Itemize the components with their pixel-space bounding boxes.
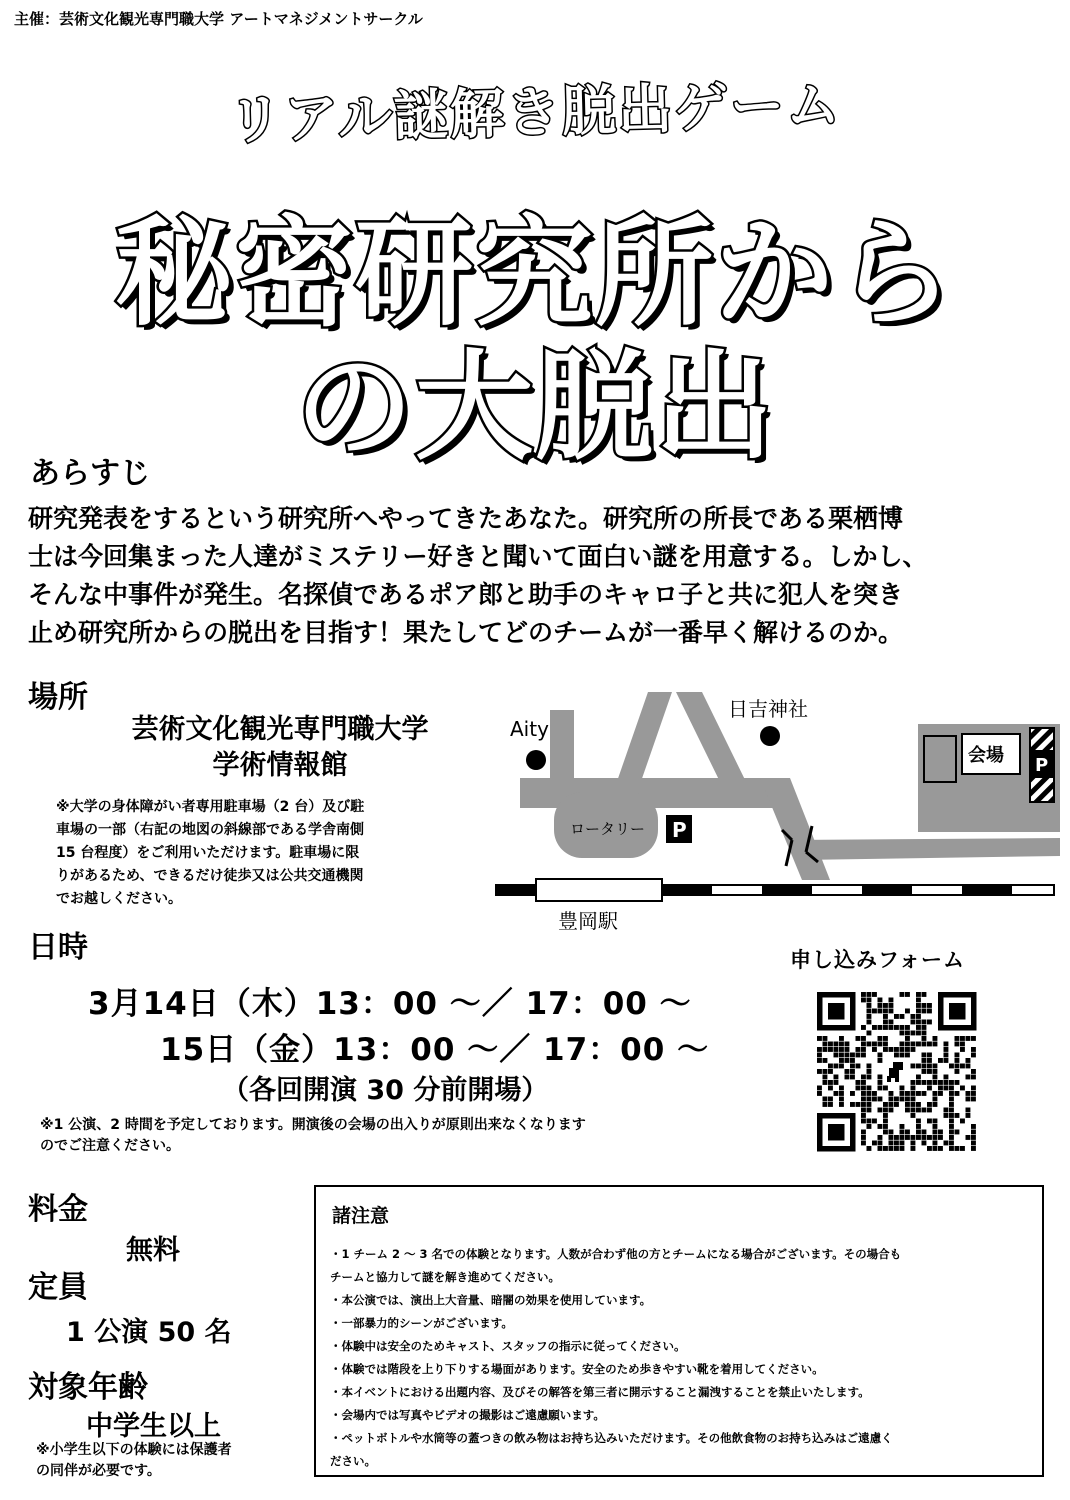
road-east [790,838,1060,860]
synopsis-heading: あらすじ [30,456,150,491]
synopsis-line: 止め研究所からの脱出を目指す！果たしてどのチームが一番早く解けるのか。 [28,618,904,647]
notes-item: ・体験中は安全のためキャスト、スタッフの指示に従ってください。 [330,1339,686,1353]
parking-note-line: 15 台程度）をご利用いただけます。駐車場に限 [56,845,360,861]
notes-title: 諸注意 [332,1205,390,1227]
age-value: 中学生以上 [86,1411,221,1442]
synopsis-line: そんな中事件が発生。名探偵であるポア郎と助手のキャロ子と共に犯人を突き [28,580,904,609]
capacity-value: 1 公演 50 名 [66,1317,232,1348]
venue-name [100,712,460,784]
notes-item: ・体験では階段を上り下りする場面があります。安全のため歩きやすい靴を着用してください。 [330,1362,824,1376]
notes-item: ・ペットボトルや水筒等の蓋つきの飲み物はお持ち込みいただけます。その他飲食物のお持ち込みはご遠慮く [330,1431,893,1445]
qr-code[interactable] [815,988,977,1164]
station-platform [536,879,662,901]
form-label: 申し込みフォーム [790,948,965,972]
notes-item: チームと協力して謎を解き進めてください。 [330,1270,560,1284]
rotary-label: ロータリー [570,820,646,838]
date-line-2: 15日（金）13：00 ～／ 17：00 ～ [160,1032,710,1068]
place-heading: 場所 [28,680,88,715]
age-note-line: の同伴が必要です。 [36,1463,161,1479]
notes-box [314,1185,1044,1477]
synopsis-line: 士は今回集まった人達がミステリー好きと聞いて面白い謎を用意する。しかし、 [28,542,928,571]
event-title-line-1: 秘密研究所から [114,204,955,342]
datetime-heading: 日時 [28,930,88,965]
rotary-parking-label: P [672,818,687,842]
road-diagonal [760,778,830,880]
age-heading: 対象年齢 [28,1370,148,1405]
station-label: 豊岡駅 [558,909,618,933]
age-note [36,1440,232,1482]
organizer-credit: 主催：芸術文化観光専門職大学 アートマネジメントサークル [14,10,423,28]
duration-note-line: ※1 公演、2 時間を予定しております。開演後の会場の出入りが原則出来なくなります [40,1117,586,1133]
venue-name-line-1: 芸術文化観光専門職大学 [131,714,429,745]
fee-value: 無料 [126,1235,180,1266]
doors-open-note: （各回開演 30 分前開場） [222,1075,549,1106]
capacity-heading: 定員 [28,1270,88,1305]
age-note-line: ※小学生以下の体験には保護者 [36,1442,232,1458]
notes-item: ・会場内では写真やビデオの撮影はご遠慮願います。 [330,1408,605,1422]
parking-note-line: りがあるため、できるだけ徒歩又は公共交通機関 [56,868,364,884]
parking-note-line: 車場の一部（右記の地図の斜線部である学舎南側 [56,822,364,838]
event-title-line-2: の大脱出 [294,338,775,476]
notes-item: ださい。 [330,1454,376,1468]
event-subtitle: リアル謎解き脱出ゲーム [227,72,843,153]
parking-note [56,796,456,911]
parking-note-line: でお越しください。 [56,891,182,907]
synopsis-text [28,500,1048,652]
access-map [490,680,1060,940]
campus-parking-label: P [1035,755,1049,776]
aity-marker [526,750,546,770]
notes-list [330,1243,1036,1473]
date-line-1: 3月14日（木）13：00 ～／ 17：00 ～ [88,986,692,1022]
notes-item: ・本イベントにおける出題内容、及びその解答を第三者に開示すること漏洩することを禁止いたします。 [330,1385,870,1399]
fee-heading: 料金 [28,1192,88,1227]
shrine-marker [760,726,780,746]
venue-name-line-2: 学術情報館 [212,750,348,781]
duration-note-line: のでご注意ください。 [40,1138,180,1154]
aity-label: Aity [510,717,549,741]
notes-item: ・一部暴力的シーンがございます。 [330,1316,513,1330]
synopsis-line: 研究発表をするという研究所へやってきたあなた。研究所の所長である栗栖博 [28,504,904,533]
venue-label: 会場 [968,745,1004,766]
duration-note [40,1115,586,1157]
notes-item: ・本公演では、演出上大音量、暗闇の効果を使用しています。 [330,1293,652,1307]
campus-building [924,736,956,782]
road-left-branch [614,692,672,790]
shrine-label: 日吉神社 [728,697,808,721]
parking-note-line: ※大学の身体障がい者専用駐車場（2 台）及び駐 [56,799,365,815]
notes-item: ・1 チーム 2 ～ 3 名での体験となります。人数が合わず他の方とチームになる場合がございます。その場合も [330,1247,902,1261]
